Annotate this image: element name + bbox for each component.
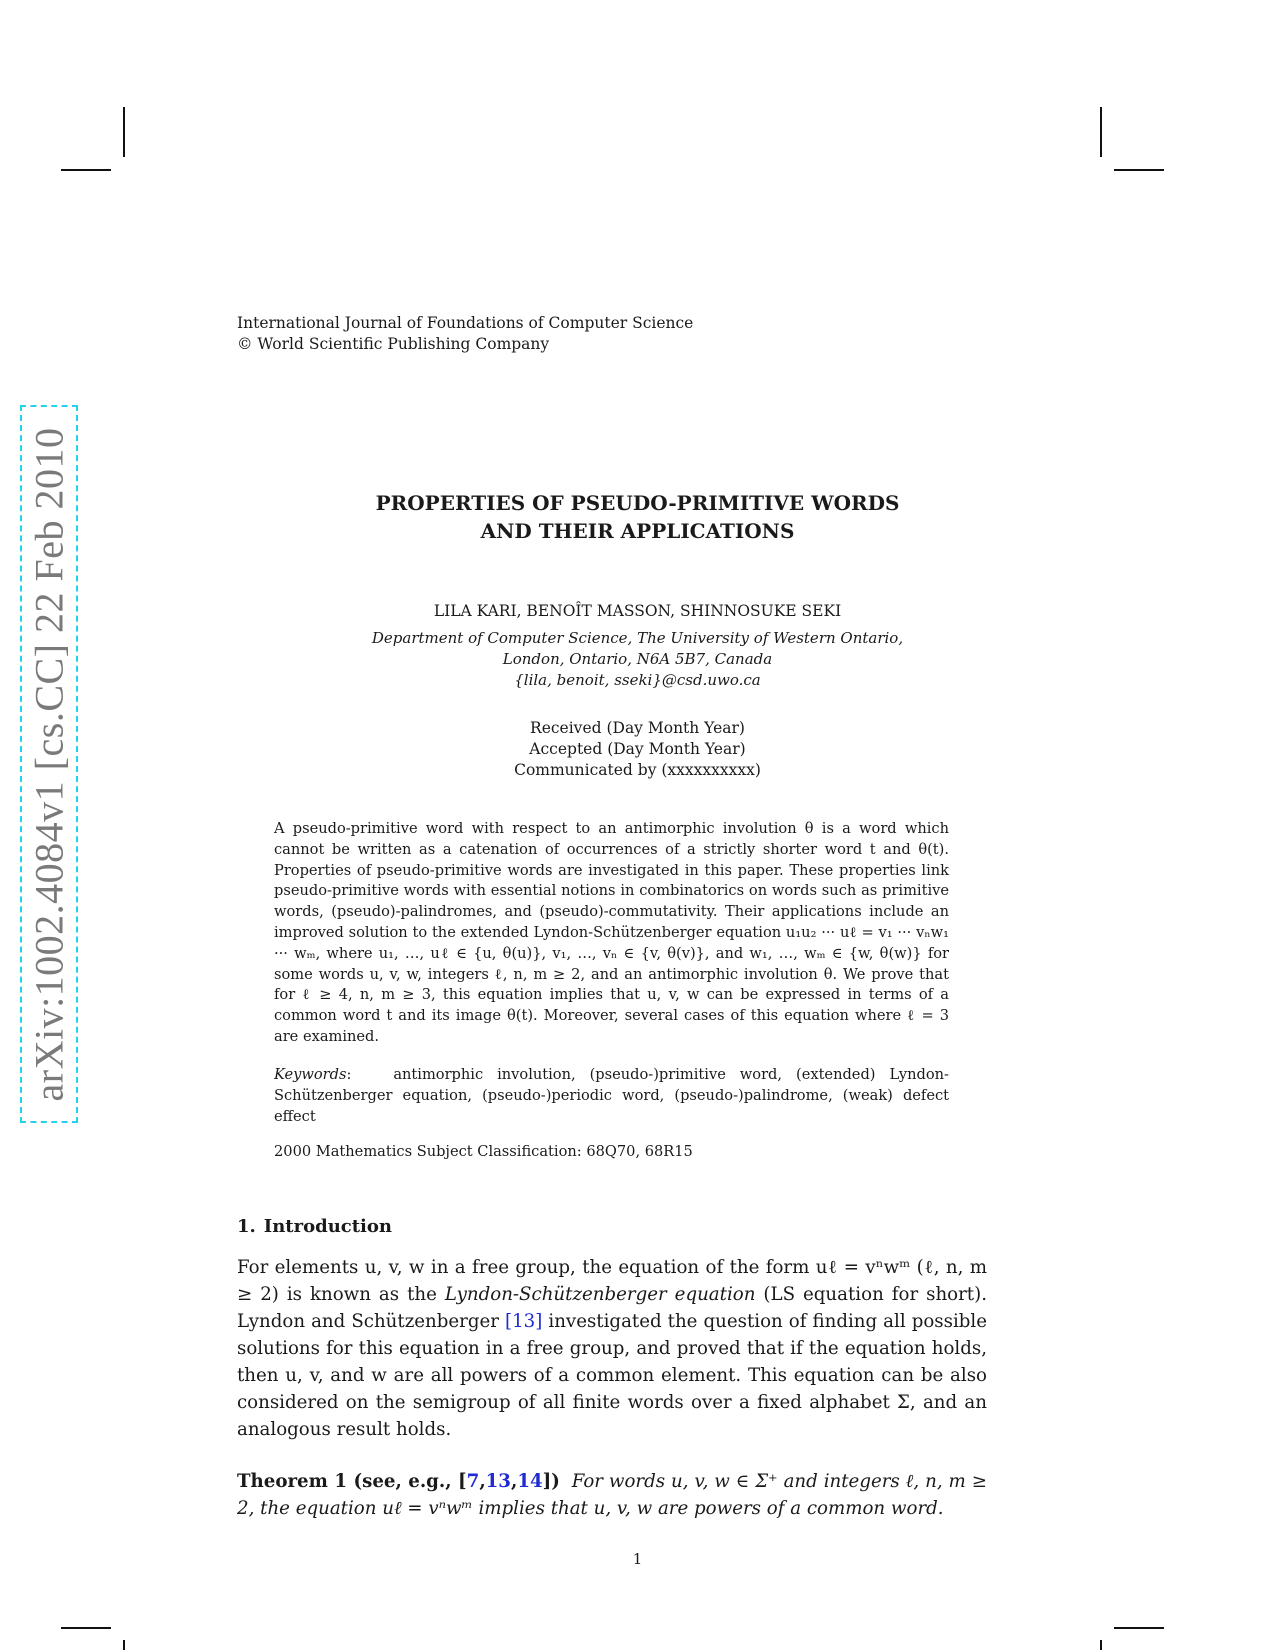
crop-mark [123, 1640, 125, 1650]
section-heading [237, 1216, 392, 1237]
abstract: A pseudo-primitive word with respect to an antimorphic involution θ is a word which cannot be written as a catenation of occurrences of a strictly shorter word t and θ(t). Properties of pseudo-primitive words are investigated in this paper. These properties link pseudo-primitive words with essential notions in combinatorics on words such as primitive words, (pseudo)-palindromes, and (pseudo)-commutativity. Their applications include an improved solution to the extended Lyndon-Schützenberger equation u₁u₂ ··· uℓ = v₁ ··· vₙw₁ ··· wₘ, where u₁, …, uℓ ∈ {u, θ(u)}, v₁, …, vₙ ∈ {v, θ(v)}, and w₁, …, wₘ ∈ {w, θ(w)} for some words u, v, w, integers ℓ, n, m ≥ 2, and an antimorphic involution θ. We prove that for ℓ ≥ 4, n, m ≥ 3, this equation implies that u, v, w can be expressed in terms of a common word t and its image θ(t). Moreover, several cases of this equation where ℓ = 3 are examined. [274, 820, 949, 1045]
arxiv-identifier: arXiv:1002.4084v1 [cs.CC] 22 Feb 2010 [26, 426, 72, 1102]
crop-mark [123, 107, 125, 157]
theorem-statement: For words u, v, w ∈ Σ⁺ and integers ℓ, n, m ≥ 2, the equation uℓ = vⁿwᵐ implies that u, v, w are powers of a common word. [237, 1471, 987, 1519]
journal-header [237, 313, 693, 355]
msc-classification: 2000 Mathematics Subject Classification: 68Q70, 68R15 [274, 1143, 693, 1160]
received-date: Received (Day Month Year) [530, 719, 745, 737]
citation-link[interactable]: 7 [466, 1471, 480, 1492]
crop-mark [1114, 1627, 1164, 1629]
intro-text: investigated the question of finding all possible solutions for this equation in a free group, and proved that if the equation holds, then u, v, and w are all powers of a common element. This equation can be also considered on the semigroup of all finite words over a fixed alphabet Σ, and an analogous result holds. [237, 1311, 987, 1440]
intro-text: For elements u, v, w in a free group, the equation of the form uℓ = vⁿwᵐ (ℓ, n, m ≥ 2) is known as the [237, 1257, 987, 1305]
keywords: Keywords: antimorphic involution, (pseudo-)primitive word, (extended) Lyndon-Schützenberger equation, (pseudo-)periodic word, (pseudo-)palindrome, (weak) defect effect [274, 1066, 949, 1125]
theorem-head: Theorem 1 (see, e.g., [7,13,14]) [237, 1471, 560, 1492]
citation-link[interactable]: [13] [505, 1311, 543, 1332]
theorem-1 [237, 1468, 987, 1522]
intro-text: (LS equation for short). Lyndon and Schützenberger [237, 1284, 987, 1332]
keywords-label: Keywords [274, 1066, 347, 1083]
dates [0, 718, 1275, 781]
crop-mark [1100, 107, 1102, 157]
author-emails: {lila, benoit, sseki}@csd.uwo.ca [514, 671, 761, 689]
publisher: © World Scientific Publishing Company [237, 335, 550, 353]
affiliation-line-1: Department of Computer Science, The University of Western Ontario, [371, 629, 904, 647]
intro-emphasis: Lyndon-Schützenberger equation [444, 1284, 756, 1305]
title-line-1: PROPERTIES OF PSEUDO-PRIMITIVE WORDS [375, 491, 900, 515]
citation-link[interactable]: 14 [517, 1471, 543, 1492]
journal-name: International Journal of Foundations of Computer Science [237, 314, 694, 332]
keywords-text: antimorphic involution, (pseudo-)primitive word, (extended) Lyndon-Schützenberger equation, (pseudo-)periodic word, (pseudo-)palindrome, (weak) defect effect [274, 1066, 949, 1125]
citation-link[interactable]: 13 [485, 1471, 511, 1492]
crop-mark [61, 1627, 111, 1629]
section-number: 1. [237, 1216, 256, 1237]
paper-title [0, 489, 1275, 545]
authors: LILA KARI, BENOÎT MASSON, SHINNOSUKE SEKI [433, 602, 842, 620]
crop-mark [1114, 169, 1164, 171]
theorem-label: Theorem 1 (see, e.g., [ [237, 1471, 467, 1492]
affiliation [0, 628, 1275, 691]
theorem-label-end: ]) [542, 1471, 560, 1492]
accepted-date: Accepted (Day Month Year) [529, 740, 746, 758]
communicated-by: Communicated by (xxxxxxxxxx) [514, 761, 761, 779]
page-number: 1 [632, 1550, 643, 1568]
crop-mark [1100, 1640, 1102, 1650]
affiliation-line-2: London, Ontario, N6A 5B7, Canada [502, 650, 773, 668]
section-title: Introduction [263, 1216, 392, 1237]
intro-paragraph [237, 1254, 987, 1443]
crop-mark [61, 169, 111, 171]
title-line-2: AND THEIR APPLICATIONS [480, 519, 795, 543]
